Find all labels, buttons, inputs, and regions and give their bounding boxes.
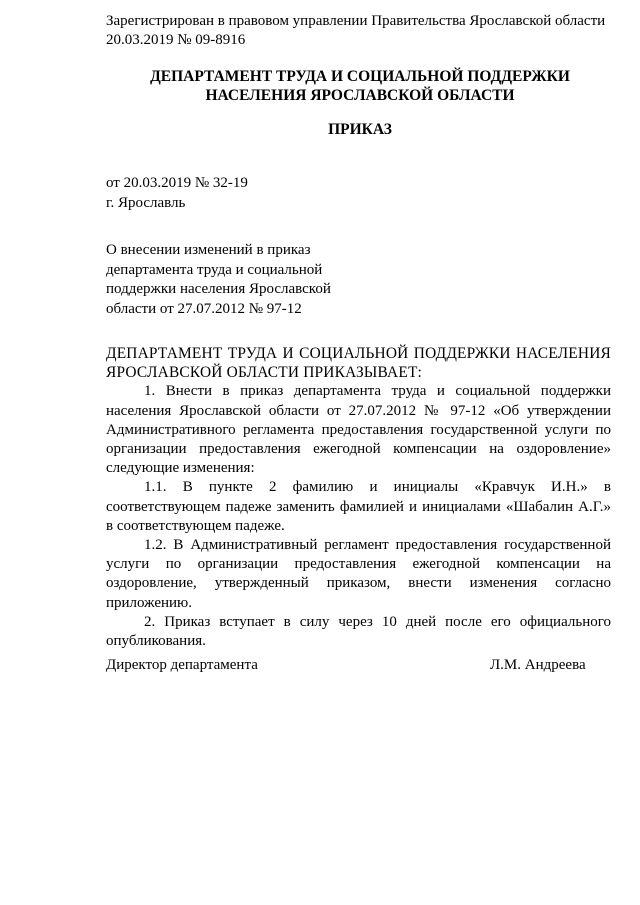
order-item-2: 2. Приказ вступает в силу через 10 дней после его официального опубликования.: [106, 613, 611, 650]
subject-line-4: области от 27.07.2012 № 97-12: [106, 300, 302, 317]
registration-line-2: 20.03.2019 № 09-8916: [106, 32, 246, 48]
order-item-1-2: 1.2. В Административный регламент предоставления государственной услуги по организации предоставления ежегодной компенсации на оздоровление, утвержденный приказом, внести изменения согласно приложению.: [106, 537, 611, 611]
department-heading-line-2: НАСЕЛЕНИЯ ЯРОСЛАВСКОЙ ОБЛАСТИ: [205, 87, 515, 104]
signatory-name: Л.М. Андреева: [490, 657, 586, 673]
order-subject: [106, 241, 331, 319]
order-preamble: ДЕПАРТАМЕНТ ТРУДА И СОЦИАЛЬНОЙ ПОДДЕРЖКИ НАСЕЛЕНИЯ ЯРОСЛАВСКОЙ ОБЛАСТИ ПРИКАЗЫВАЕТ:: [106, 345, 611, 382]
registration-line-1: Зарегистрирован в правовом управлении Правительства Ярославской области: [106, 13, 606, 29]
department-heading: [100, 67, 620, 105]
subject-line-1: О внесении изменений в приказ: [106, 242, 311, 258]
order-item-1: 1. Внести в приказ департамента труда и социальной поддержки населения Ярославской области от 27.07.2012 № 97-12 «Об утверждении Административного регламента предоставления государственной услуги по организации предоставления ежегодной компенсации на оздоровление» следующие изменения:: [106, 383, 611, 477]
subject-line-3: поддержки населения Ярославской: [106, 281, 331, 297]
order-body: [106, 344, 611, 651]
department-heading-line-1: ДЕПАРТАМЕНТ ТРУДА И СОЦИАЛЬНОЙ ПОДДЕРЖКИ: [150, 68, 570, 85]
order-city: г. Ярославль: [106, 195, 186, 211]
subject-line-2: департамента труда и социальной: [106, 261, 323, 278]
order-date-number: от 20.03.2019 № 32-19: [106, 175, 248, 191]
order-meta: [106, 173, 248, 213]
document-type-title: ПРИКАЗ: [328, 121, 392, 138]
registration-stamp: [106, 12, 605, 50]
order-item-1-1: 1.1. В пункте 2 фамилию и инициалы «Кравчук И.Н.» в соответствующем падеже заменить фамилией и инициалами «Шабалин А.Г.» в соответствующем падеже.: [106, 479, 611, 534]
signatory-position: Директор департамента: [106, 657, 258, 673]
